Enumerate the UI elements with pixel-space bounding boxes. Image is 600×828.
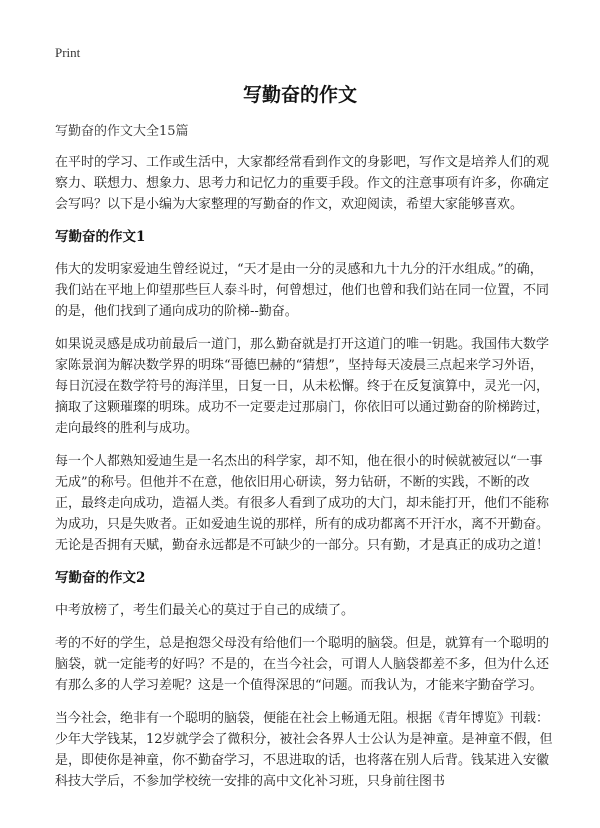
section-essay-1 [55,227,555,556]
paragraph: 考的不好的学生，总是抱怨父母没有给他们一个聪明的脑袋。但是，就算有一个聪明的脑袋，就一定能考的好吗？不是的，在当今社会，可谓人人脑袋都差不多，但为什么还有那么多的人学习差呢？这是一个值得深思的“问题。而我认为，才能来字勤奋学习。 [55,636,550,693]
section-heading: 写勤奋的作文2 [55,570,146,586]
print-label[interactable]: Print [55,45,81,60]
paragraph: 每一个人都熟知爱迪生是一名杰出的科学家，却不知，他在很小的时候就被冠以“一事无成”的称号。但他并不在意，他依旧用心研读，努力钻研，不断的实践，不断的改正，最终走向成功，造福人类。有很多人看到了成功的大门，却未能打开，他们不能称为成功，只是失败者。正如爱迪生说的那样，所有的成功都离不开汗水，离不开勤奋。无论是否拥有天赋，勤奋永远都是不可缺少的一部分。只有勤，才是真正的成功之道！ [55,454,550,553]
section-essay-2 [55,568,555,792]
document-subtitle: 写勤奋的作文大全15篇 [55,124,189,139]
page-title: 写勤奋的作文 [242,84,357,106]
document-body [55,122,555,804]
paragraph: 伟大的发明家爱迪生曾经说过，“天才是由一分的灵感和九十九分的汗水组成。”的确，我们站在平地上仰望那些巨人泰斗时，何曾想过，他们也曾和我们站在同一位置，不同的是，他们找到了通向成功的阶梯--勤奋。 [55,262,550,319]
paragraph: 如果说灵感是成功前最后一道门，那么勤奋就是打开这道门的唯一钥匙。我国伟大数学家陈景润为解决数学界的明珠“哥德巴赫的“猜想”，坚持每天凌晨三点起来学习外语，每日沉浸在数学符号的海洋里，日复一日，从未松懈。终于在反复演算中，灵光一闪，摘取了这颗璀璨的明珠。成功不一定要走过那扇门，你依旧可以通过勤奋的阶梯跨过，走向最终的胜利与成功。 [55,337,550,436]
intro-paragraph: 在平时的学习、工作或生活中，大家都经常看到作文的身影吧，写作文是培养人们的观察力、联想力、想象力、思考力和记忆力的重要手段。作文的注意事项有许多，你确定会写吗？以下是小编为大家整理的写勤奋的作文，欢迎阅读，希望大家能够喜欢。 [55,155,550,212]
paragraph: 当今社会，绝非有一个聪明的脑袋，便能在社会上畅通无阻。根据《青年博览》刊载：少年大学钱某，12岁就学会了微积分，被社会各界人士公认为是神童。是神童不假，但是，即使你是神童，你不勤奋学习，不思进取的话，也将落在别人后背。钱某进入安徽科技大学后，不参加学校统一安排的高中文化补习班，只身前往图书 [55,711,553,789]
section-heading: 写勤奋的作文1 [55,229,146,245]
paragraph: 中考放榜了，考生们最关心的莫过于自己的成绩了。 [55,603,355,618]
